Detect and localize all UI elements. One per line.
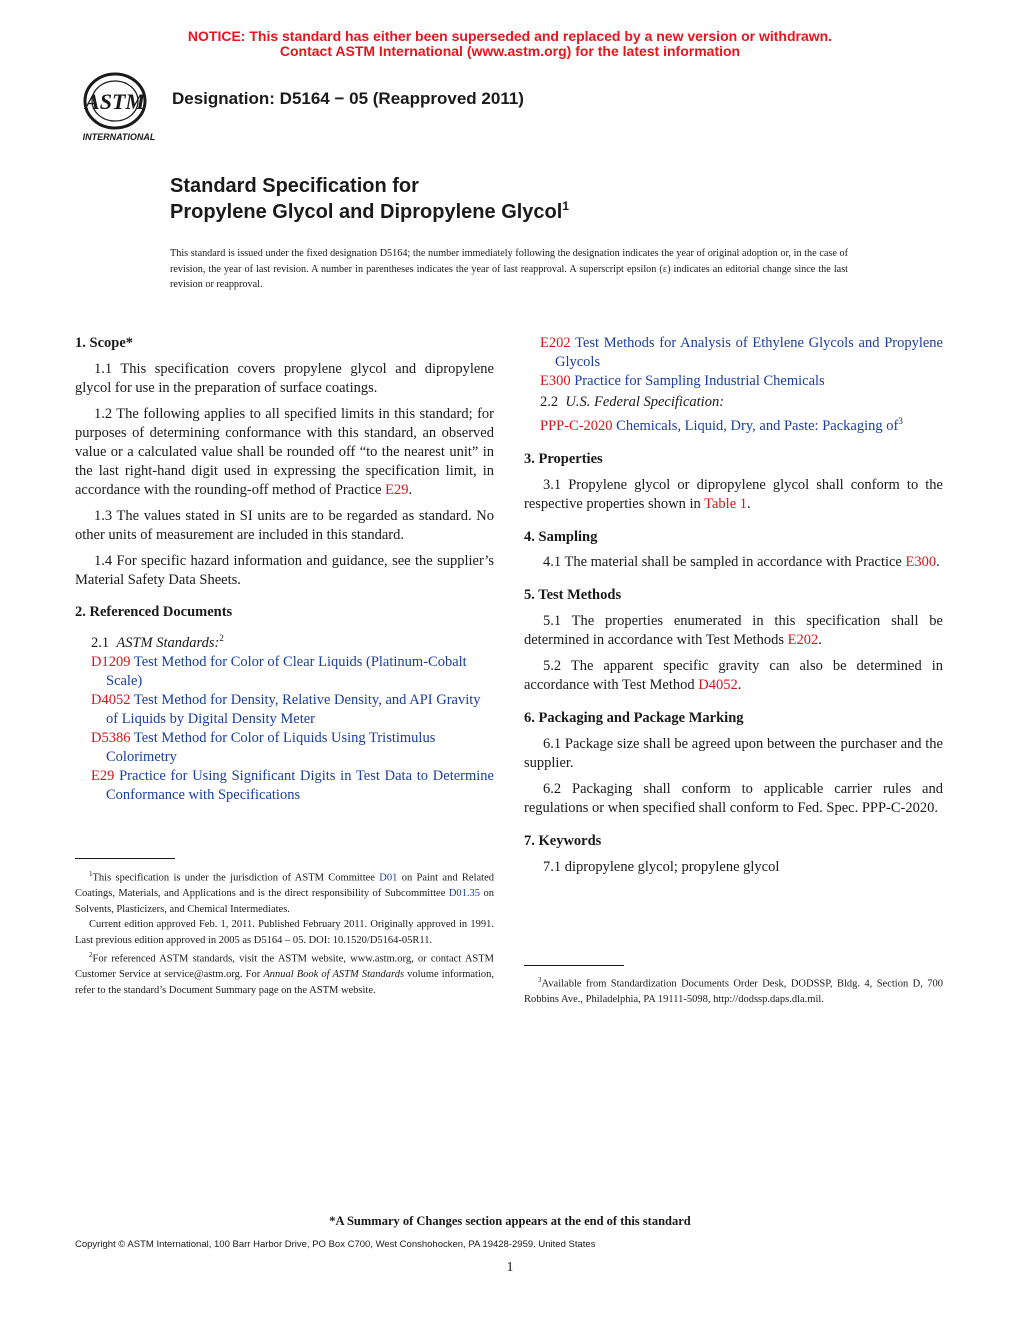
footnote-2: $^2$For referenced ASTM standards, visit the ASTM website, www.astm.org, or contact ASTM Customer Service at service@astm.org. For Annual Book of ASTM Standards volume information, refer to the standard’s Document Summary page on the ASTM website. — [75, 951, 494, 996]
footnote-1-edition: Current edition approved Feb. 1, 2011. Published February 2011. Originally approved in 1991. Last previous edition approved in 2005 as D5164 – 05. DOI: 10.1520/D5164-05R11. — [75, 919, 494, 946]
properties-3-1: 3.1 Propylene glycol or dipropylene glycol shall conform to the respective properties shown in Table 1. — [524, 476, 943, 512]
link-e300[interactable]: E300 — [905, 553, 937, 570]
link-d4052[interactable]: D4052 — [698, 676, 738, 693]
ref-e29[interactable]: E29 Practice for Using Significant Digits in Test Data to Determine Conformance with Specifications — [91, 767, 494, 803]
link-e202[interactable]: E202 — [787, 631, 819, 648]
federal-spec-label: 2.2 U.S. Federal Specification: — [540, 394, 725, 410]
svg-text:INTERNATIONAL: INTERNATIONAL — [82, 132, 156, 142]
scope-1-2: 1.2 The following applies to all specified limits in this standard; for purposes of determining conformance with this standard, an observed value or a calculated value shall be rounded off “to the nearest unit” in the last right-hand digit used in expressing the specification limit, in accordance with the rounding-off method of Practice E29. — [75, 406, 494, 498]
notice-line-1: NOTICE: This standard has either been superseded and replaced by a new version or withdrawn. — [187, 28, 833, 44]
intro-paragraph: This standard is issued under the fixed designation D5164; the number immediately following the designation indicates the year of original adoption or, in the case of revision, the year of last revision. A number in parentheses indicates the year of last reapproval. A superscript epsilon (ε) indicates an editorial change since the last revision or reapproval. — [170, 248, 848, 290]
link-table-1[interactable]: Table 1 — [704, 495, 748, 512]
footnote-3: $^3$Available from Standardization Documents Order Desk, DODSSP, Bldg. 4, Section D, 700 Robbins Ave., Philadelphia, PA 19111-5098, http://dodssp.daps.dla.mil. — [524, 976, 943, 1005]
footnote-rule-right — [524, 965, 624, 966]
packaging-heading: 6. Packaging and Package Marking — [524, 709, 744, 726]
scope-1-3: 1.3 The values stated in SI units are to be regarded as standard. No other units of measurement are included in this standard. — [75, 508, 494, 543]
left-column — [75, 334, 494, 805]
scope-1-1: 1.1 This specification covers propylene glycol and dipropylene glycol for use in the preparation of surface coatings. — [75, 361, 494, 396]
notice-line-2: Contact ASTM International (www.astm.org) for the latest information — [279, 43, 741, 59]
referenced-heading: 2. Referenced Documents — [75, 604, 233, 620]
footnote-1: $^1$This specification is under the jurisdiction of ASTM Committee D01 on Paint and Related Coatings, Materials, and Applications and is the direct responsibility of Subcommittee D01.35 on Solvents, Plasticizers, and Chemical Intermediates. — [75, 870, 494, 915]
page-number: 1 — [506, 1260, 514, 1275]
scope-1-4: 1.4 For specific hazard information and guidance, see the supplier’s Material Safety Data Sheets. — [75, 553, 494, 588]
link-d01[interactable]: D01 — [379, 872, 398, 884]
properties-heading: 3. Properties — [524, 450, 603, 467]
ref-ppp-c-2020[interactable]: PPP-C-2020 Chemicals, Liquid, Dry, and Paste: Packaging $of^3$ — [540, 416, 903, 434]
copyright: Copyright © ASTM International, 100 Barr Harbor Drive, PO Box C700, West Conshohocken, PA 19428-2959. United States — [75, 1239, 596, 1250]
scope-heading: 1. Scope* — [75, 335, 133, 351]
ref-e202[interactable]: E202 Test Methods for Analysis of Ethylene Glycols and Propylene Glycols — [540, 335, 943, 370]
keywords-7-1: 7.1 dipropylene glycol; propylene glycol — [543, 858, 780, 875]
summary-of-changes-note: *A Summary of Changes section appears at the end of this standard — [329, 1214, 691, 1228]
footnotes-left — [75, 867, 494, 998]
sampling-heading: 4. Sampling — [524, 528, 598, 545]
test-methods-5-1: 5.1 The properties enumerated in this specification shall be determined in accordance with Test Methods E202. — [524, 612, 943, 648]
sampling-4-1: 4.1 The material shall be sampled in accordance with Practice E300. — [543, 553, 940, 570]
ref-d4052[interactable]: D4052 Test Method for Density, Relative Density, and API Gravity of Liquids by Digital Density Meter — [91, 691, 481, 727]
link-e29[interactable]: E29 — [385, 482, 409, 498]
ref-e300[interactable]: E300 Practice for Sampling Industrial Chemicals — [540, 373, 825, 389]
test-methods-heading: 5. Test Methods — [524, 586, 622, 603]
designation: Designation: D5164 − 05 (Reapproved 2011) — [172, 89, 524, 108]
astm-standards-label: 2.1 ASTM Standards:$^2$ — [91, 633, 224, 651]
title-line-2: Propylene Glycol and Dipropylene Glycol$^1$ — [170, 199, 570, 223]
footnote-rule-left — [75, 858, 175, 859]
test-methods-5-2: 5.2 The apparent specific gravity can also be determined in accordance with Test Method D4052. — [524, 657, 943, 693]
packaging-6-1: 6.1 Package size shall be agreed upon between the purchaser and the supplier. — [524, 735, 943, 771]
astm-logo — [74, 72, 164, 144]
svg-text:ASTM: ASTM — [85, 89, 145, 114]
right-column — [524, 334, 943, 877]
ref-d5386[interactable]: D5386 Test Method for Color of Liquids Using Tristimulus Colorimetry — [91, 729, 436, 765]
ref-d1209[interactable]: D1209 Test Method for Color of Clear Liquids (Platinum-Cobalt Scale) — [91, 653, 467, 689]
keywords-heading: 7. Keywords — [524, 832, 602, 849]
title-line-1: Standard Specification for — [170, 175, 419, 197]
link-d01-35[interactable]: D01.35 — [448, 888, 481, 899]
packaging-6-2: 6.2 Packaging shall conform to applicable carrier rules and regulations or when specified shall conform to Fed. Spec. PPP-C-2020. — [524, 780, 943, 816]
